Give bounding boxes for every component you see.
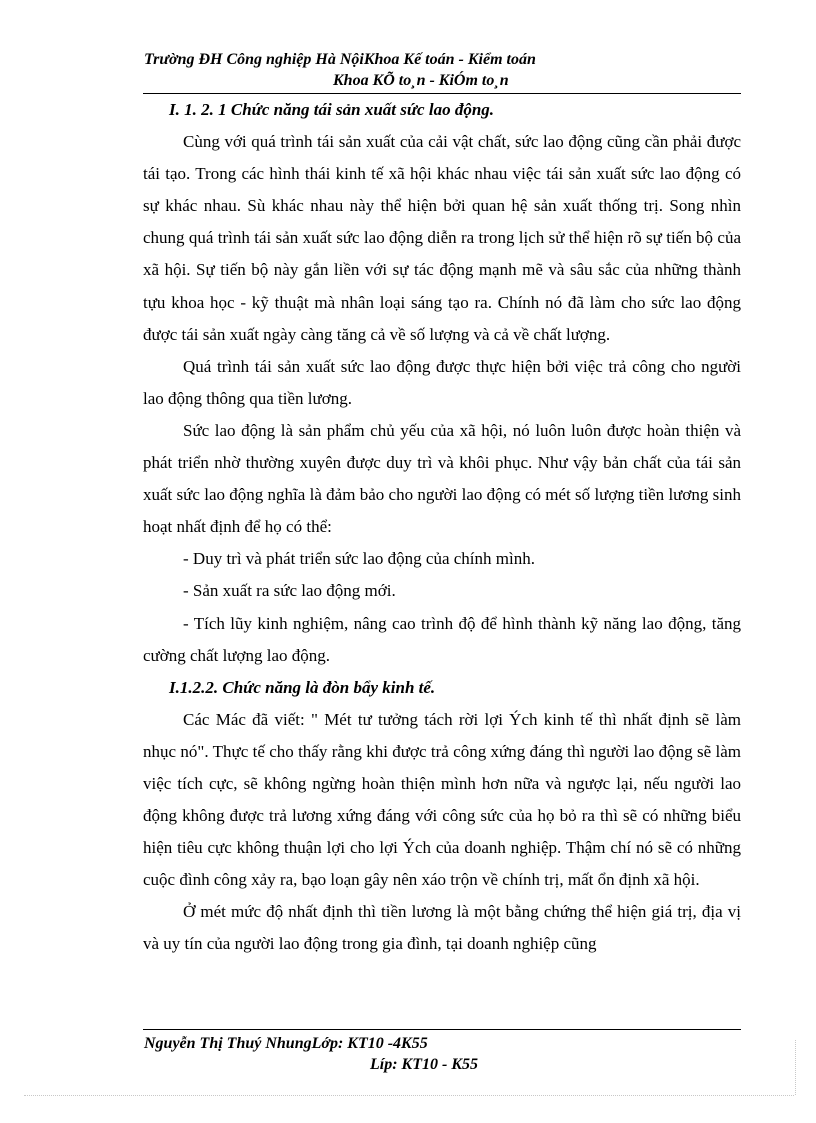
footer-class-legacy: Líp: KT10 - K55 [370,1056,478,1073]
section-heading: I. 1. 2. 1 Chức năng tái sản xuất sức lao động. [169,100,495,119]
body-paragraph: Cùng với quá trình tái sản xuất của cải vật chất, sức lao động cũng cần phải được tái tạo. Trong các hình thái kinh tế xã hội khác nhau việc tái sản xuất sức lao động có sự khác nhau. Sù khác nhau này thể hiện bởi quan hệ sản xuất thống trị. Song nhìn chung quá trình tái sản xuất sức lao động diễn ra trong lịch sử thể hiện rõ sự tiến bộ của xã hội. Sự tiến bộ này gắn liền với sự tác động mạnh mẽ và sâu sắc của những thành tựu khoa học - kỹ thuật mà nhân loại sáng tạo ra. Chính nó đã làm cho sức lao động được tái sản xuất ngày càng tăng cả về số lượng và cả về chất lượng. [143,132,741,344]
body-paragraph: Quá trình tái sản xuất sức lao động được thực hiện bởi việc trả công cho người lao động thông qua tiền lương. [143,356,741,408]
page-edge-right [795,1040,796,1095]
footer-divider [143,1029,741,1030]
header-school-department: Trường ĐH Công nghiệp Hà NộiKhoa Kế toán - Kiểm toán [144,51,536,68]
section-heading: I.1.2.2. Chức năng là đòn bẩy kinh tế. [169,677,436,697]
document-body [143,94,741,961]
page-edge-bottom [24,1095,794,1096]
body-paragraph: - Sản xuất ra sức lao động mới. [183,581,396,601]
body-paragraph: - Duy trì và phát triển sức lao động của chính mình. [183,549,535,569]
body-paragraph: Sức lao động là sản phẩm chủ yếu của xã hội, nó luôn luôn được hoàn thiện và phát triển nhờ thường xuyên được duy trì và khôi phục. Như vậy bản chất của tái sản xuất sức lao động nghĩa là đảm bảo cho người lao động có mét số lượng tiền lương sinh hoạt nhất định để họ có thể: [143,420,741,537]
header-department-legacy: Khoa KÕ to¸n - KiÓm to¸n [333,72,509,89]
body-paragraph: Các Mác đã viết: " Mét tư tưởng tách rời lợi Ých kinh tế thì nhất định sẽ làm nhục nó". Thực tế cho thấy rằng khi được trả công xứng đáng thì người lao động sẽ làm việc tích cực, sẽ không ngừng hoàn thiện mình hơn nữa và ngược lại, nếu người lao động không được trả lương xứng đáng với công sức của họ bỏ ra thì sẽ có những biểu hiện tiêu cực không thuận lợi cho lợi Ých của doanh nghiệp. Thậm chí nó sẽ có những cuộc đình công xảy ra, bạo loạn gây nên xáo trộn về chính trị, mất ổn định xã hội. [143,709,741,890]
body-paragraph: - Tích lũy kinh nghiệm, nâng cao trình độ để hình thành kỹ năng lao động, tăng cường chất lượng lao động. [143,613,741,665]
footer-author-class: Nguyễn Thị Thuý NhungLớp: KT10 -4K55 [144,1035,428,1052]
body-paragraph: Ở mét mức độ nhất định thì tiền lương là một bằng chứng thể hiện giá trị, địa vị và uy tín của người lao động trong gia đình, tại doanh nghiệp cũng [143,902,741,954]
